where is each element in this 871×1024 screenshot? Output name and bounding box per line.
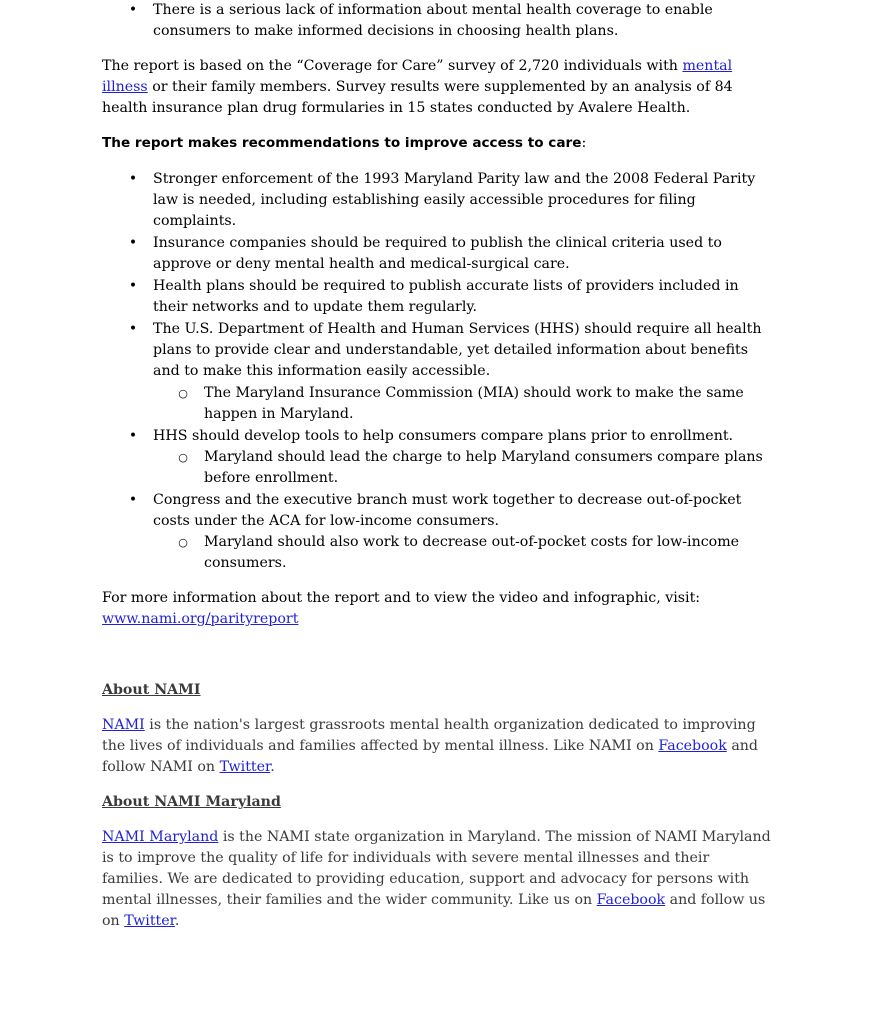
about-nami-paragraph (102, 715, 772, 778)
sub-list (153, 383, 772, 425)
about-nami-maryland-text: and follow us on (102, 892, 766, 929)
bullet-glyph: • (128, 171, 138, 187)
bullet-glyph: • (128, 321, 138, 337)
about-nami-text: and follow NAMI on (102, 738, 759, 775)
report-text-start: The report is based on the “Coverage for Care” survey of 2,720 individuals with (102, 58, 683, 74)
sub-bullet-glyph: ○ (178, 387, 188, 400)
sub-list (153, 532, 772, 574)
recommendations-heading-colon: : (581, 135, 587, 151)
parity-report-link[interactable]: www.nami.org/parityreport (102, 611, 299, 627)
recommendation-text: The U.S. Department of Health and Human Services (HHS) should require all health plans to provide clear and understandable, yet detailed information about benefits and to make this information easily accessible. (153, 321, 762, 379)
sub-bullet-glyph: ○ (178, 536, 188, 549)
report-paragraph (102, 56, 772, 119)
about-nami-maryland-text: . (174, 913, 180, 929)
recommendation-text: Health plans should be required to publish accurate lists of providers included in their networks and to update them regularly. (153, 278, 739, 315)
document-page (102, 0, 772, 932)
recommendations-heading (102, 133, 772, 154)
nami-facebook-link[interactable]: Facebook (658, 738, 727, 754)
sub-list (153, 447, 772, 489)
sub-bullet-glyph: ○ (178, 451, 188, 464)
bullet-glyph: • (128, 235, 138, 251)
nami-maryland-link[interactable]: NAMI Maryland (102, 829, 219, 845)
sub-list-item (153, 532, 772, 574)
about-nami-text: is the nation's largest grassroots mental health organization dedicated to improving the lives of individuals and families affected by mental illness. Like NAMI on (102, 717, 756, 754)
list-item (102, 490, 772, 574)
nami-maryland-facebook-link[interactable]: Facebook (596, 892, 666, 908)
bullet-text: There is a serious lack of information about mental health coverage to enable consumers to make informed decisions in choosing health plans. (153, 2, 713, 39)
about-nami-text: . (270, 759, 275, 775)
nami-twitter-link[interactable]: Twitter (219, 759, 271, 775)
bullet-glyph: • (128, 492, 138, 508)
top-bullet-list (102, 0, 772, 42)
bullet-glyph: • (128, 2, 138, 18)
list-item (102, 233, 772, 275)
nami-maryland-twitter-link[interactable]: Twitter (124, 913, 175, 929)
sub-list-item (153, 383, 772, 425)
recommendation-text: HHS should develop tools to help consumers compare plans prior to enrollment. (153, 428, 734, 444)
list-item (102, 276, 772, 318)
recommendation-text: Stronger enforcement of the 1993 Maryland Parity law and the 2008 Federal Parity law is needed, including establishing easily accessible procedures for filing complaints. (153, 171, 756, 229)
sub-recommendation-text: The Maryland Insurance Commission (MIA) should work to make the same happen in Maryland. (204, 385, 744, 422)
list-item (102, 426, 772, 489)
recommendation-text: Insurance companies should be required to publish the clinical criteria used to approve or deny mental health and medical-surgical care. (153, 235, 722, 272)
mental-illness-link[interactable]: mental illness (102, 58, 733, 95)
about-nami-maryland-text: is the NAMI state organization in Maryland. The mission of NAMI Maryland is to improve the quality of life for individuals with severe mental illnesses and their families. We are dedicated to providing education, support and advocacy for persons with mental illnesses, their families and the wider community. Like us on (102, 829, 771, 908)
list-item (102, 319, 772, 425)
more-info-text: For more information about the report and to view the video and infographic, visit: (102, 590, 701, 606)
recommendation-text: Congress and the executive branch must work together to decrease out-of-pocket costs under the ACA for low-income consumers. (153, 492, 742, 529)
bullet-glyph: • (128, 428, 138, 444)
sub-list-item (153, 447, 772, 489)
more-info-paragraph (102, 588, 772, 630)
nami-link[interactable]: NAMI (102, 717, 145, 733)
list-item (102, 0, 772, 42)
about-nami-maryland-heading: About NAMI Maryland (102, 794, 281, 810)
report-text-end: or their family members. Survey results were supplemented by an analysis of 84 health insurance plan drug formularies in 15 states conducted by Avalere Health. (102, 79, 733, 116)
bullet-glyph: • (128, 278, 138, 294)
about-nami-maryland-paragraph (102, 827, 772, 932)
recommendations-list (102, 169, 772, 574)
sub-recommendation-text: Maryland should lead the charge to help Maryland consumers compare plans before enrollment. (204, 449, 763, 486)
about-nami-heading: About NAMI (102, 682, 201, 698)
recommendations-heading-text: The report makes recommendations to improve access to care (102, 135, 582, 151)
sub-recommendation-text: Maryland should also work to decrease out-of-pocket costs for low-income consumers. (204, 534, 740, 571)
list-item (102, 169, 772, 232)
